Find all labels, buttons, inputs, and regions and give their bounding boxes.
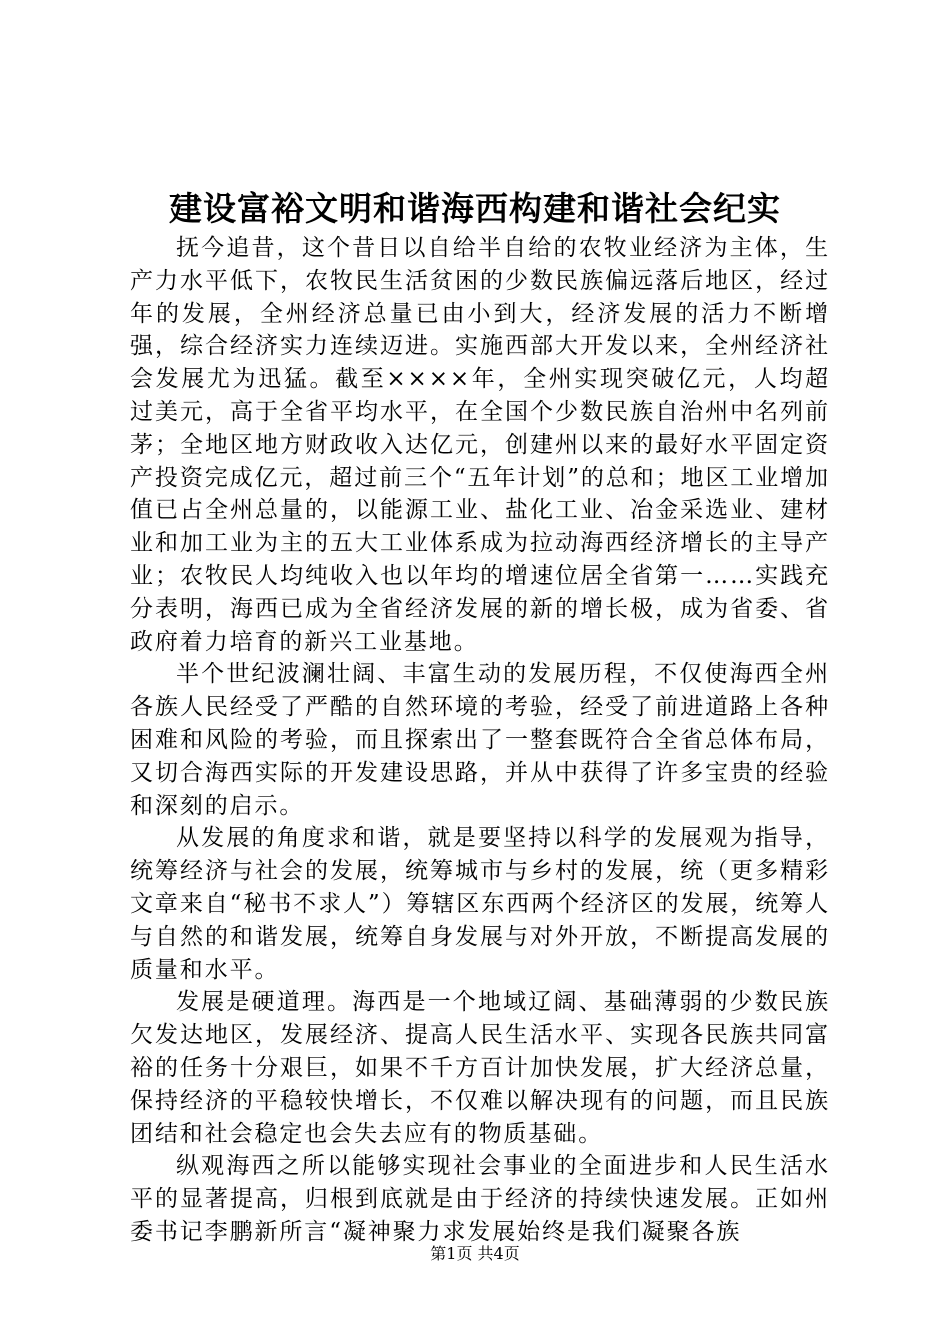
paragraph-5: 纵观海西之所以能够实现社会事业的全面进步和人民生活水平的显著提高，归根到底就是由于经济的持续快速发展。正如州委书记李鹏新所言“凝神聚力求发展始终是我们凝聚各族	[130, 1153, 830, 1245]
document-body	[130, 232, 830, 1249]
paragraph-2: 半个世纪波澜壮阔、丰富生动的发展历程，不仅使海西全州各族人民经受了严酷的自然环境的考验，经受了前进道路上各种困难和风险的考验，而且探索出了一整套既符合全省总体布局，又切合海西实际的开发建设思路，并从中获得了许多宝贵的经验和深刻的启示。	[130, 661, 830, 819]
paragraph-3: 从发展的角度求和谐，就是要坚持以科学的发展观为指导，统筹经济与社会的发展，统筹城市与乡村的发展，统（更多精彩文章来自“秘书不求人”）筹辖区东西两个经济区的发展，统筹人与自然的和谐发展，统筹自身发展与对外开放，不断提高发展的质量和水平。	[130, 825, 830, 983]
page-number-footer: 第1页 共4页	[430, 1244, 520, 1263]
document-title: 建设富裕文明和谐海西构建和谐社会纪实	[169, 189, 781, 228]
paragraph-4: 发展是硬道理。海西是一个地域辽阔、基础薄弱的少数民族欠发达地区，发展经济、提高人民生活水平、实现各民族共同富裕的任务十分艰巨，如果不千方百计加快发展，扩大经济总量，保持经济的平稳较快增长，不仅难以解决现有的问题，而且民族团结和社会稳定也会失去应有的物质基础。	[130, 989, 830, 1147]
paragraph-1: 抚今追昔，这个昔日以自给半自给的农牧业经济为主体，生产力水平低下，农牧民生活贫困的少数民族偏远落后地区，经过年的发展，全州经济总量已由小到大，经济发展的活力不断增强，综合经济实力连续迈进。实施西部大开发以来，全州经济社会发展尤为迅猛。截至××××年，全州实现突破亿元，人均超过美元，高于全省平均水平，在全国个少数民族自治州中名列前茅；全地区地方财政收入达亿元，创建州以来的最好水平固定资产投资完成亿元，超过前三个“五年计划”的总和；地区工业增加值已占全州总量的，以能源工业、盐化工业、冶金采选业、建材业和加工业为主的五大工业体系成为拉动海西经济增长的主导产业；农牧民人均纯收入也以年均的增速位居全省第一……实践充分表明，海西已成为全省经济发展的新的增长极，成为省委、省政府着力培育的新兴工业基地。	[130, 235, 830, 655]
